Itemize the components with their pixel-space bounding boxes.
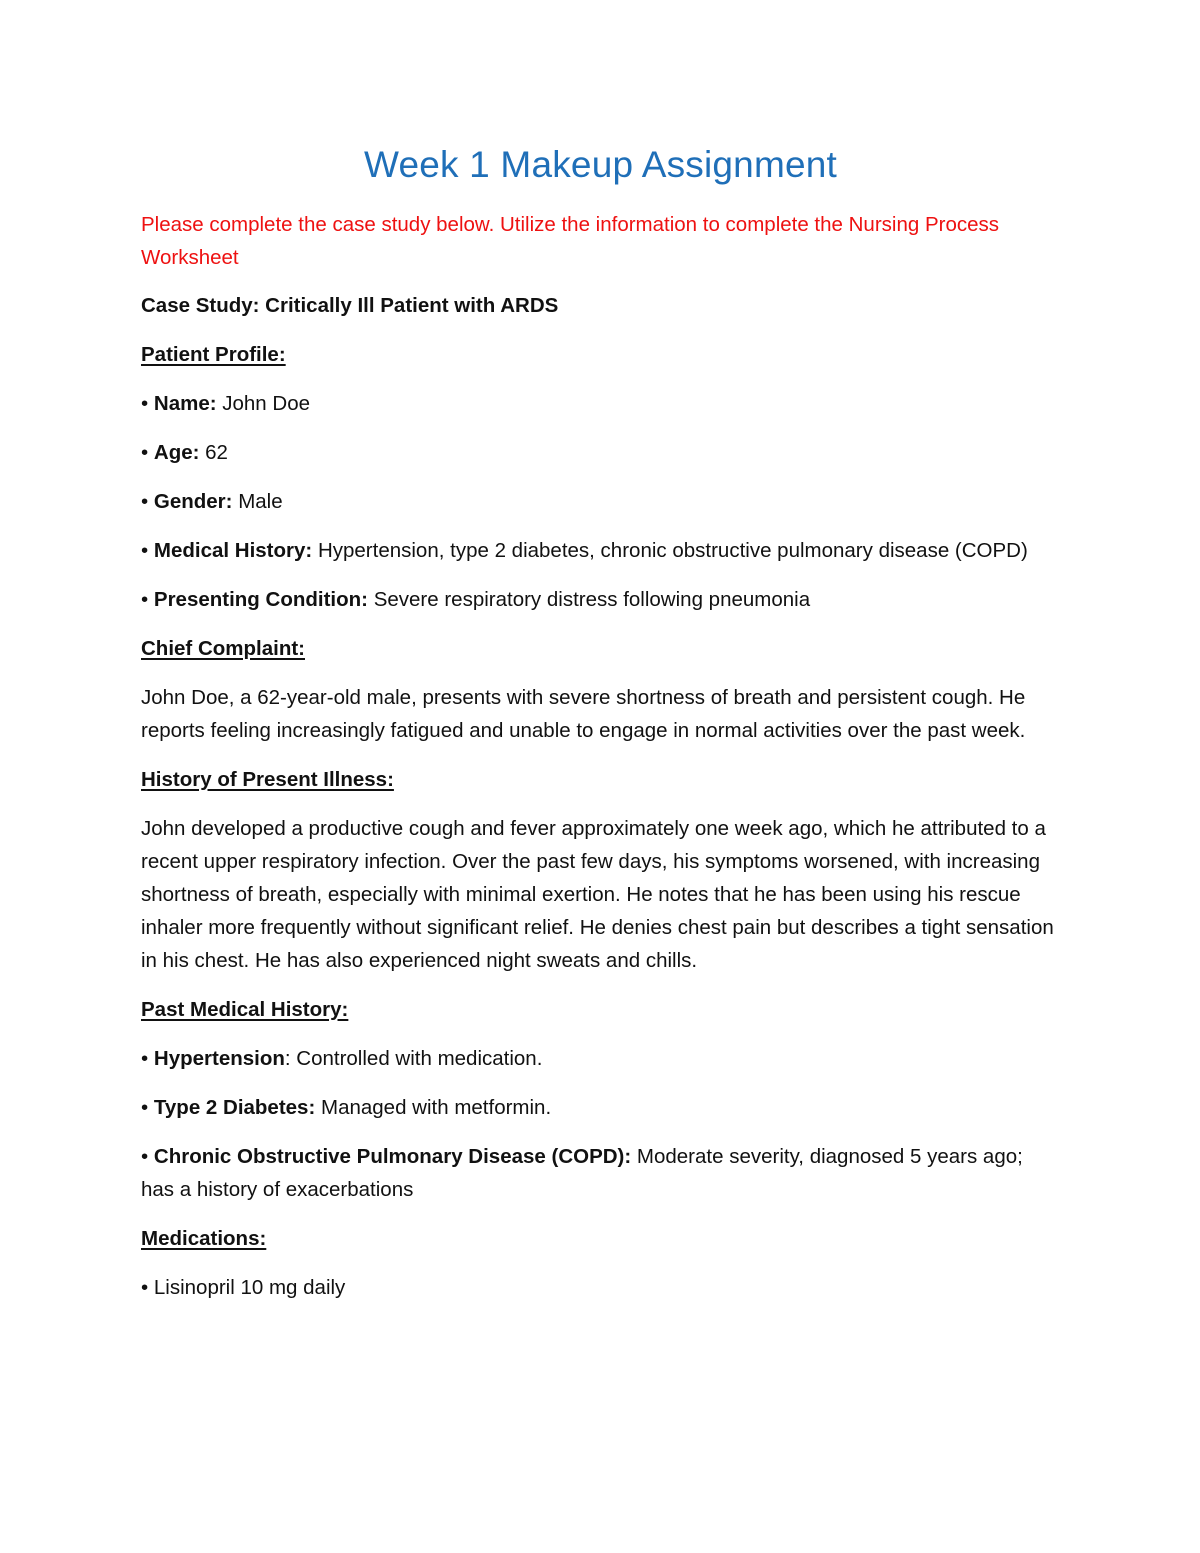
bullet-glyph: • [141, 441, 149, 464]
instructions-text: Please complete the case study below. Utilize the information to complete the Nursing Process Worksheet [141, 213, 1000, 269]
pmh-value: Moderate severity, diagnosed 5 years ago; has a history of exacerbations [141, 1145, 1023, 1201]
profile-label: Name: [153, 392, 217, 415]
medication-item [141, 1271, 1060, 1304]
profile-item-age [141, 436, 1060, 469]
medications-heading: Medications: [141, 1227, 267, 1250]
pmh-item-hypertension [141, 1042, 1060, 1075]
pmh-value: : Controlled with medication. [284, 1047, 543, 1070]
bullet-glyph: • [141, 1047, 149, 1070]
case-study-heading: Case Study: Critically Ill Patient with ARDS [141, 294, 559, 317]
pmh-label: Hypertension [153, 1047, 285, 1070]
profile-label: Presenting Condition: [153, 588, 368, 611]
profile-label: Medical History: [153, 539, 313, 562]
bullet-glyph: • [141, 539, 149, 562]
profile-item-medical-history [141, 534, 1060, 567]
pmh-item-copd [141, 1140, 1060, 1206]
profile-item-presenting-condition [141, 583, 1060, 616]
profile-item-name [141, 387, 1060, 420]
profile-item-gender [141, 485, 1060, 518]
pmh-label: Chronic Obstructive Pulmonary Disease (COPD): [153, 1145, 632, 1168]
profile-value: Severe respiratory distress following pneumonia [368, 588, 811, 611]
bullet-glyph: • [141, 490, 149, 513]
profile-value: John Doe [216, 392, 311, 415]
profile-value: Hypertension, type 2 diabetes, chronic obstructive pulmonary disease (COPD) [312, 539, 1028, 562]
profile-value: 62 [199, 441, 228, 464]
pmh-heading: Past Medical History: [141, 998, 349, 1021]
medication-text: Lisinopril 10 mg daily [148, 1276, 346, 1299]
bullet-glyph: • [141, 588, 149, 611]
hpi-text: John developed a productive cough and fever approximately one week ago, which he attributed to a recent upper respiratory infection. Over the past few days, his symptoms worsened, with increasing shortness of breath, especially with minimal exertion. He notes that he has been using his rescue inhaler more frequently without significant relief. He denies chest pain but describes a tight sensation in his chest. He has also experienced night sweats and chills. [141, 817, 1054, 972]
bullet-glyph: • [141, 392, 149, 415]
bullet-glyph: • [141, 1276, 149, 1299]
pmh-label: Type 2 Diabetes: [153, 1096, 316, 1119]
chief-complaint-heading: Chief Complaint: [141, 637, 305, 660]
pmh-value: Managed with metformin. [315, 1096, 552, 1119]
profile-label: Gender: [153, 490, 233, 513]
chief-complaint-text: John Doe, a 62-year-old male, presents with severe shortness of breath and persistent cough. He reports feeling increasingly fatigued and unable to engage in normal activities over the past week. [141, 686, 1026, 742]
profile-label: Age: [153, 441, 200, 464]
document-title: Week 1 Makeup Assignment [363, 144, 838, 185]
bullet-glyph: • [141, 1145, 149, 1168]
hpi-heading: History of Present Illness: [141, 768, 394, 791]
profile-value: Male [232, 490, 283, 513]
bullet-glyph: • [141, 1096, 149, 1119]
pmh-item-diabetes [141, 1091, 1060, 1124]
patient-profile-heading: Patient Profile: [141, 343, 286, 366]
